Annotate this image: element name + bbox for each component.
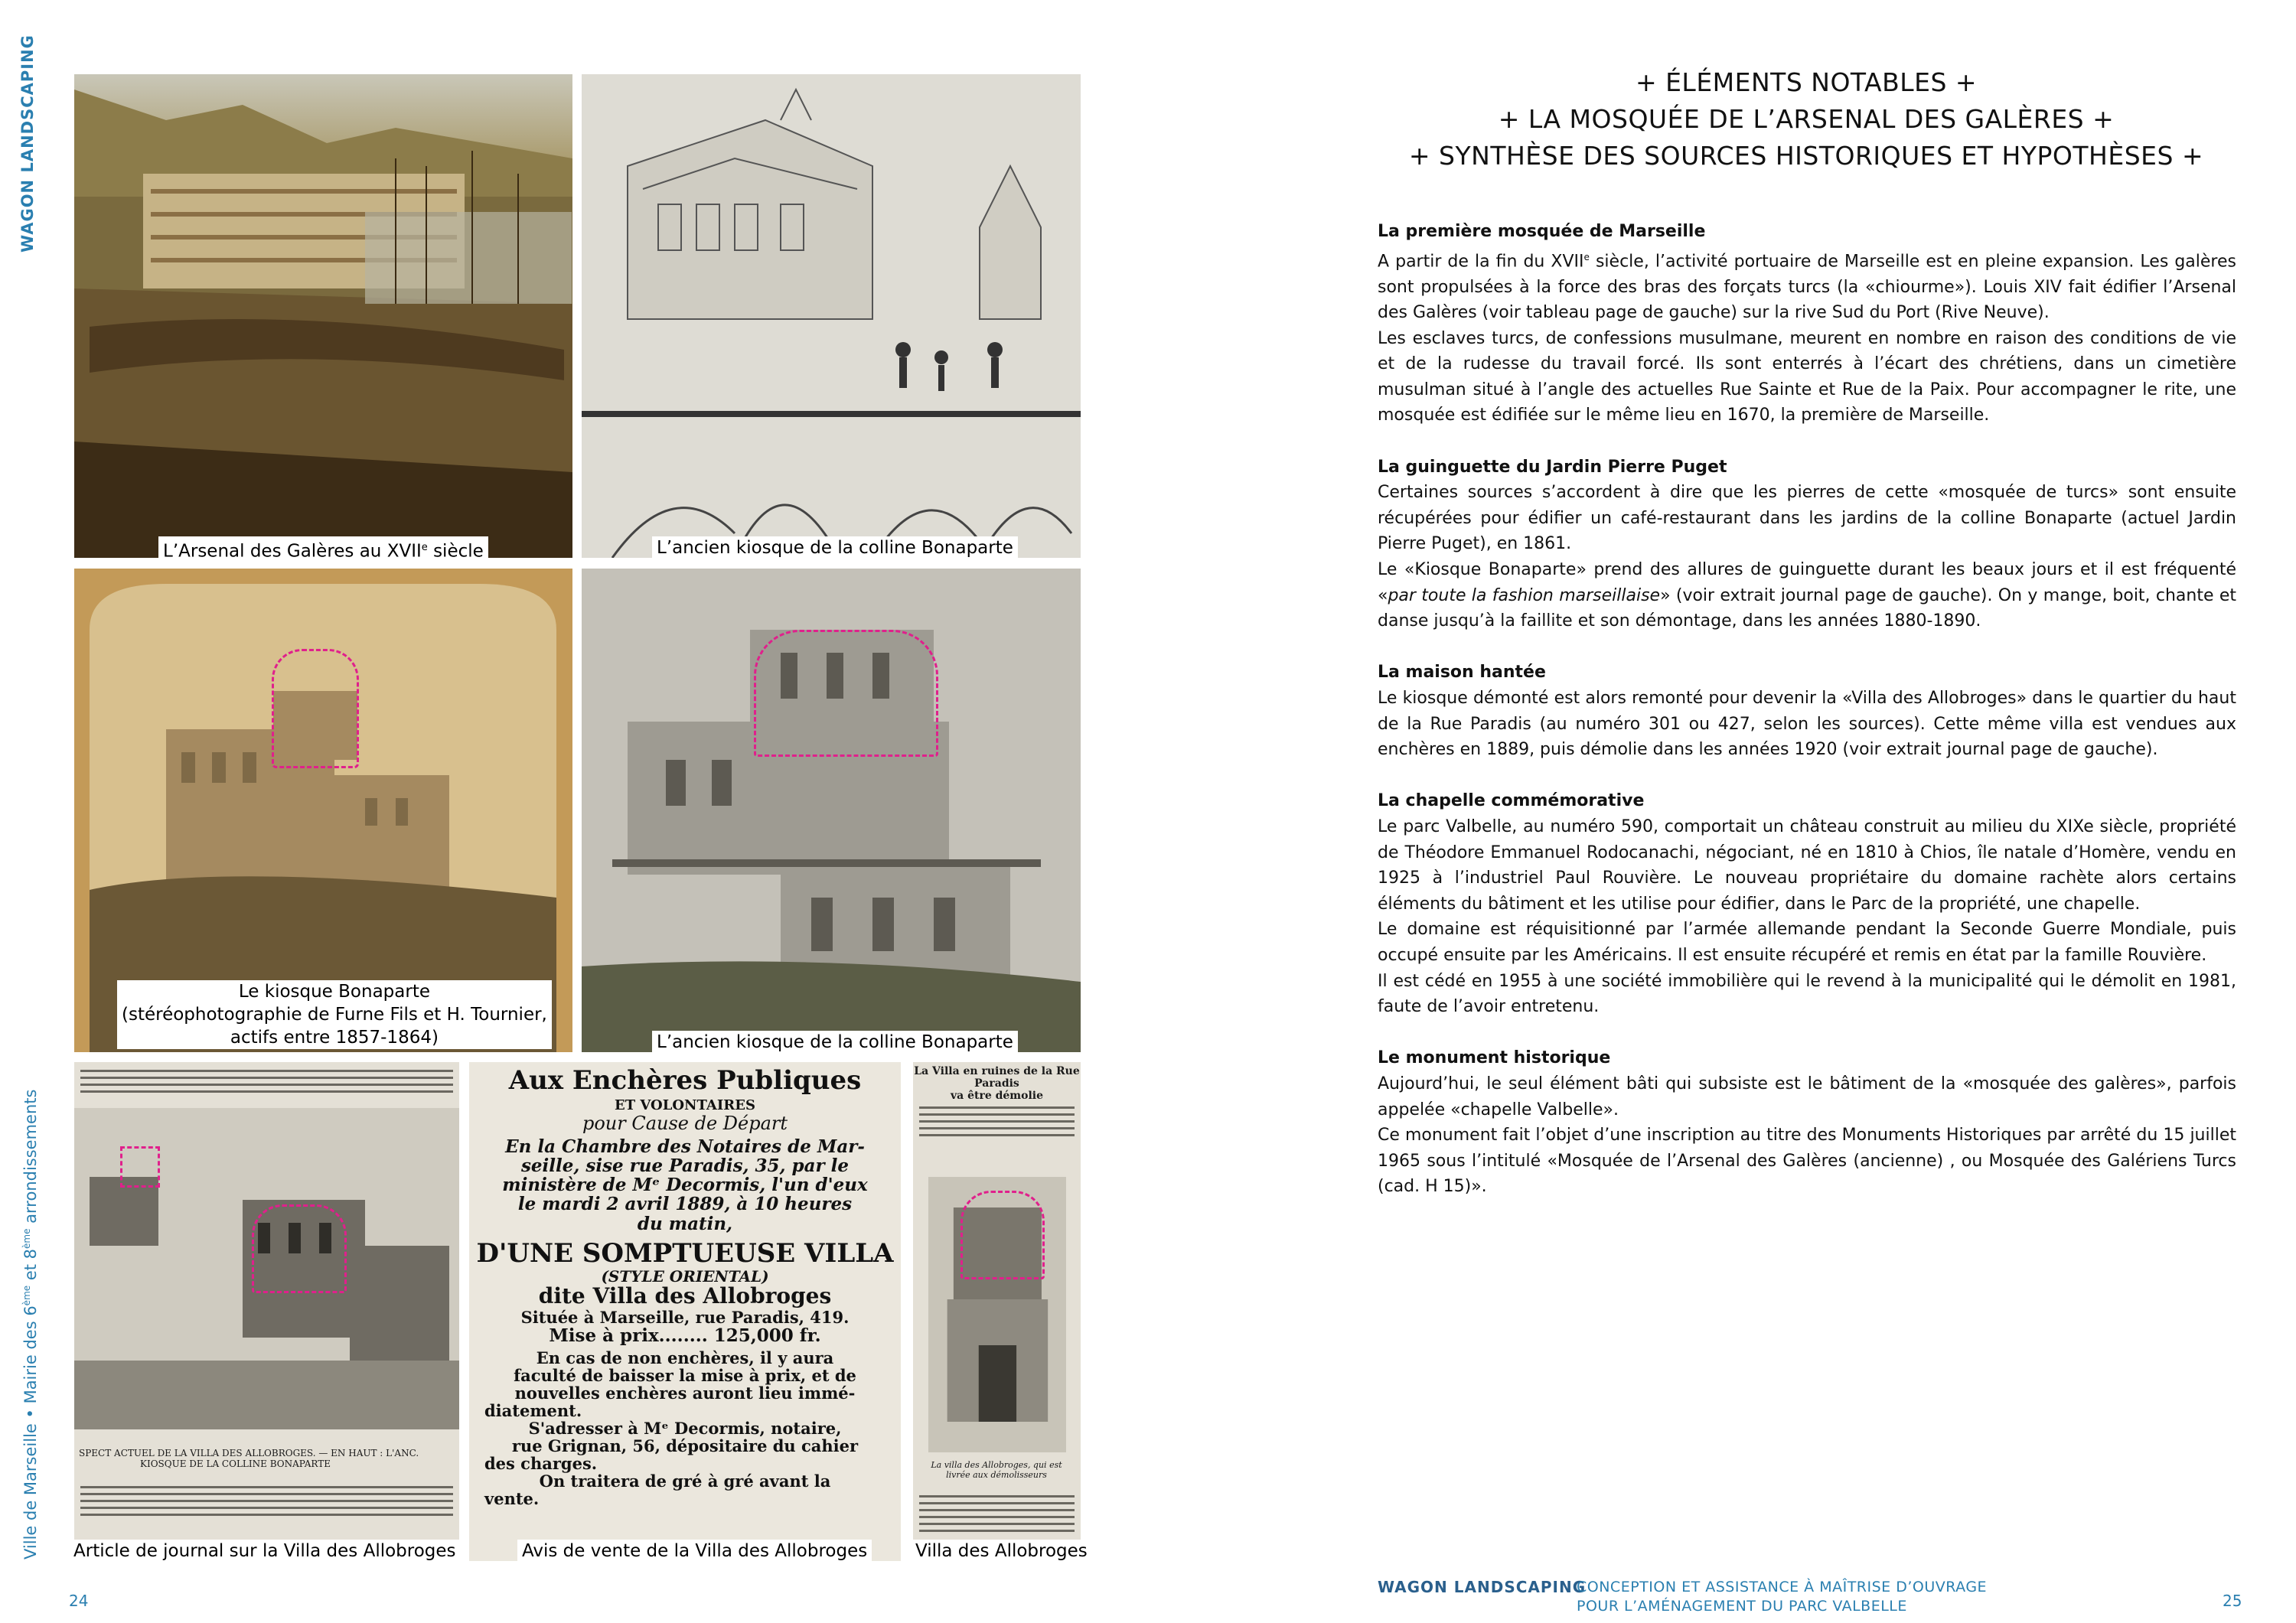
page-number-left: 24 xyxy=(69,1592,89,1610)
kiosque-engraving xyxy=(582,74,1081,558)
footer-brand: WAGON LANDSCAPING xyxy=(1378,1578,1587,1596)
arsenal-painting xyxy=(74,74,572,558)
article-photo-caption: SPECT ACTUEL DE LA VILLA DES ALLOBROGES. — EN HAUT : L'ANC. KIOSQUE DE LA COLLINE BONAPARTE xyxy=(79,1448,419,1469)
footer-subtitle: CONCEPTION ET ASSISTANCE À MAÎTRISE D’OUVRAGE POUR L’AMÉNAGEMENT DU PARC VALBELLE xyxy=(1577,1579,1988,1615)
caption-article: Article de journal sur la Villa des Allobroges xyxy=(69,1540,461,1563)
dome-outline-guide-4 xyxy=(120,1146,160,1188)
caption-villa: Villa des Allobroges xyxy=(911,1540,1092,1563)
section-guinguette: La guinguette du Jardin Pierre Puget Certaines sources s’accordent à dire que les pierres de cette «mosquée de turcs» sont ensuite récupérées pour édifier un café-restaurant dans les jardins de la colline Bonaparte (actuel Jardin Pierre Puget), en 1861. Le «Kiosque Bonaparte» prend des allures de guinguette durant les beaux jours et il est fréquenté «par toute la fashion marseillaise» (voir extrait journal page de gauche). On y mange, boit, chante et danse jusqu’à la faillite et son démontage, dans les années 1880-1890. xyxy=(1378,457,2236,631)
dome-outline-guide xyxy=(272,649,359,768)
villa-news-column: La Villa en ruines de la Rue Paradis va être démolie La villa des Allobroges, qui est livrée aux démolisseurs xyxy=(913,1062,1081,1561)
section-chapelle: La chapelle commémorative Le parc Valbelle, au numéro 590, comportait un château construit au milieu du XIXe siècle, propriété de Théodore Emmanuel Rodocanachi, négociant, né en 1810 à Chios, île natale d’Homère, vendu en 1925 à l’industriel Paul Rouvière. Le nouveau propriétaire du domaine rachète alors certains éléments du bâtiment et les utilise pour édifier, dans le Parc de la propriété, une chapelle. Le domaine est réquisitionné par l’armée allemande pendant la Seconde Guerre Mondiale, puis occupé ensuite par les Américains. Il est ensuite récupéré et remis en état par la famille Rouvière. Il est cédé en 1955 à une société immobilière qui le revend à la municipalité qui le démolit en 1981, faute de l’avoir entretenu. xyxy=(1378,791,2236,1017)
dome-outline-guide-5 xyxy=(960,1191,1045,1279)
dome-outline-guide-2 xyxy=(754,630,938,757)
sidebar-location: Ville de Marseille • Mairie des 6ème et 8ème arrondissements xyxy=(21,1089,40,1559)
section-maison-hantee: La maison hantée Le kiosque démonté est alors remonté pour devenir la «Villa des Allobroges» dans le quartier du haut de la Rue Paradis (au numéro 301 ou 427, selon les sources). Cette même villa est vendues aux enchères en 1889, puis démolie dans les années 1920 (voir extrait journal page de gauche). xyxy=(1378,663,2236,760)
kiosque-stereophoto xyxy=(74,569,572,1052)
heading-line-2: + LA MOSQUÉE DE L’ARSENAL DES GALÈRES + xyxy=(1498,104,2115,134)
body-text xyxy=(1378,219,2236,1225)
caption-kiosque-stereo: Le kiosque Bonaparte (stéréophotographie de Furne Fils et H. Tournier, actifs entre 1857-1864) xyxy=(117,980,552,1049)
dome-outline-guide-3 xyxy=(252,1204,347,1293)
sidebar-brand: WAGON LANDSCAPING xyxy=(18,34,37,253)
page-number-right: 25 xyxy=(2223,1592,2242,1610)
caption-kiosque-old-1: L’ancien kiosque de la colline Bonaparte xyxy=(652,536,1018,558)
heading-line-1: + ÉLÉMENTS NOTABLES + xyxy=(1635,67,1978,97)
newspaper-article xyxy=(74,1062,459,1561)
auction-notice: Aux Enchères Publiques ET VOLONTAIRES pour Cause de Départ En la Chambre des Notaires de Mar- seille, sise rue Paradis, 35, par le ministère de Mᵉ Decormis, l'un d'eux le mardi 2 avril 1889, à 10 heures du matin, D'UNE SOMPTUEUSE VILLA (STYLE ORIENTAL) dite Villa des Allobroges Située à Marseille, rue Paradis, 419. Mise à prix........ 125,000 fr. En cas de non enchères, il y aura faculté de baisser la mise à prix, et de nouvelles enchères auront lieu immé- diatement. S'adresser à Mᵉ Decormis, notaire, rue Grignan, 56, dépositaire du cahier des charges. On traitera de gré à gré avant la vente. xyxy=(469,1062,901,1561)
caption-avis: Avis de vente de la Villa des Allobroges xyxy=(517,1540,872,1563)
section-monument: Le monument historique Aujourd’hui, le seul élément bâti qui subsiste est le bâtiment de la «mosquée des galères», parfois appelée «chapelle Valbelle». Ce monument fait l’objet d’une inscription au titre des Monuments Historiques par arrêté du 15 juillet 1965 sous l’intitulé «Mosquée de l’Arsenal des Galères (ancienne) , ou Mosquée des Galériens Turcs (cad. H 15)». xyxy=(1378,1048,2236,1197)
section-premiere-mosquee: La première mosquée de Marseille A partir de la fin du XVIIe siècle, l’activité portuaire de Marseille est en pleine expansion. Les galères sont propulsées à la force des bras des forçats turcs (la «chiourme»). Louis XIV fait édifier l’Arsenal des Galères (voir tableau page de gauche) sur la rive Sud du Port (Rive Neuve). Les esclaves turcs, de confessions musulmane, meurent en nombre en raison des conditions de vie et de la rudesse du travail forcé. Ils sont enterrés à l’écart des chrétiens, dans un cimetière musulman situé à l’angle des actuelles Rue Sainte et Rue de la Paix. Pour accompagner le rite, une mosquée est édifiée sur le même lieu en 1670, la première de Marseille. xyxy=(1378,222,2236,425)
caption-kiosque-old-2: L’ancien kiosque de la colline Bonaparte xyxy=(652,1031,1018,1052)
caption-arsenal: L’Arsenal des Galères au XVIIe siècle xyxy=(158,536,488,558)
kiosque-photograph xyxy=(582,569,1081,1052)
heading-line-3: + SYNTHÈSE DES SOURCES HISTORIQUES ET HYPOTHÈSES + xyxy=(1408,141,2204,171)
